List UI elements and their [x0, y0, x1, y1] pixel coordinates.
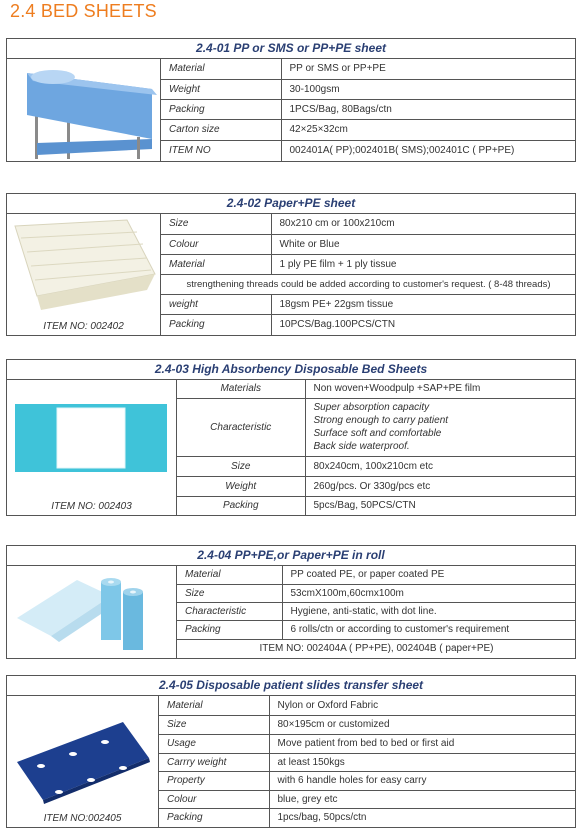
spec-label: Materials	[177, 380, 305, 398]
paper-sheet-image	[7, 214, 160, 318]
product-title: 2.4-03 High Absorbency Disposable Bed Sheets	[7, 360, 575, 380]
spec-value: 80x210 cm or 100x210cm	[271, 214, 576, 234]
spec-label: weight	[161, 294, 271, 314]
spec-value: 10PCS/Bag.100PCS/CTN	[279, 319, 396, 331]
spec-value: Hygiene, anti-static, with dot line.	[282, 602, 576, 620]
spec-value: 80×195cm or customized	[269, 715, 576, 734]
product-image-cell	[7, 59, 161, 161]
item-number: ITEM NO: 002404A ( PP+PE), 002404B ( paper+PE)	[259, 643, 494, 655]
spec-value: 5pcs/Bag, 50PCS/CTN	[313, 500, 416, 512]
spec-label: Material	[161, 59, 281, 79]
spec-label: Material	[161, 254, 271, 274]
page-title: 2.4 BED SHEETS	[10, 1, 157, 21]
product-title: 2.4-04 PP+PE,or Paper+PE in roll	[7, 546, 575, 566]
spec-label: Size	[177, 456, 305, 476]
roll-sheet-image	[7, 566, 176, 658]
product-image-cell	[7, 566, 177, 658]
characteristic-line: Back side waterproof.	[313, 441, 410, 452]
spec-value: 30-100gsm	[281, 79, 576, 99]
spec-label: Carrry weight	[159, 753, 269, 771]
spec-label: Size	[159, 715, 269, 734]
characteristic-line: Strong enough to carry patient	[313, 415, 449, 426]
spec-value: 1pcs/bag, 50pcs/ctn	[277, 812, 367, 824]
spec-label: Carton size	[161, 119, 281, 140]
spec-value: White or Blue	[271, 234, 576, 254]
bed-sheet-image	[7, 59, 160, 161]
characteristic-line: Super absorption capacity	[313, 402, 430, 413]
product-card-2404	[6, 545, 576, 659]
product-title: 2.4-01 PP or SMS or PP+PE sheet	[7, 39, 575, 59]
spec-value: PP or SMS or PP+PE	[281, 59, 576, 79]
product-card-2405	[6, 675, 576, 828]
spec-label: Material	[159, 696, 269, 715]
spec-label: Weight	[177, 476, 305, 496]
product-image-cell	[7, 380, 177, 515]
spec-label: Size	[161, 214, 271, 234]
spec-value: with 6 handle holes for easy carry	[269, 771, 576, 790]
spec-value: Non woven+Woodpulp +SAP+PE film	[305, 380, 576, 398]
spec-value: 1PCS/Bag, 80Bags/ctn	[281, 99, 576, 119]
spec-label: Material	[177, 566, 282, 584]
spec-value: at least 150kgs	[269, 753, 576, 771]
spec-label: Property	[159, 771, 269, 790]
spec-label: Size	[177, 584, 282, 602]
spec-value: Nylon or Oxford Fabric	[269, 696, 576, 715]
spec-label: Packing	[161, 99, 281, 119]
spec-value: 002401A( PP);002401B( SMS);002401C ( PP+PE)	[289, 145, 515, 157]
transfer-sheet-image	[7, 696, 158, 808]
spec-label: ITEM NO	[161, 140, 281, 161]
product-card-2401	[6, 38, 576, 162]
spec-value: Move patient from bed to bed or first aid	[269, 734, 576, 753]
spec-value: PP coated PE, or paper coated PE	[282, 566, 576, 584]
absorbent-sheet-image	[7, 380, 176, 490]
spec-value: 42×25×32cm	[281, 119, 576, 140]
spec-value: blue, grey etc	[269, 790, 576, 808]
spec-label: Packing	[177, 620, 282, 639]
spec-value: 1 ply PE film + 1 ply tissue	[271, 254, 576, 274]
spec-value-list	[305, 398, 576, 456]
spec-label: Characteristic	[177, 398, 305, 456]
spec-label: Characteristic	[177, 602, 282, 620]
spec-value: 53cmX100m,60cmx100m	[282, 584, 576, 602]
spec-value: 260g/pcs. Or 330g/pcs etc	[305, 476, 576, 496]
characteristic-line: Surface soft and comfortable	[313, 428, 442, 439]
spec-note: strengthening threads could be added according to customer's request. ( 8-48 threads)	[161, 274, 576, 294]
spec-value: 18gsm PE+ 22gsm tissue	[271, 294, 576, 314]
spec-label: Colour	[159, 790, 269, 808]
spec-value: 6 rolls/ctn or according to customer's requirement	[282, 620, 576, 639]
product-card-2403	[6, 359, 576, 516]
item-number: ITEM NO: 002403	[51, 501, 132, 512]
spec-label: Colour	[161, 234, 271, 254]
spec-label: Usage	[159, 734, 269, 753]
spec-label: Packing	[177, 496, 305, 515]
spec-value: 80x240cm, 100x210cm etc	[305, 456, 576, 476]
spec-label: Packing	[159, 808, 269, 827]
product-image-cell	[7, 214, 161, 335]
item-number: ITEM NO:002405	[43, 813, 122, 824]
item-number: ITEM NO: 002402	[43, 321, 124, 332]
spec-label: Packing	[161, 314, 271, 335]
product-card-2402	[6, 193, 576, 336]
product-title: 2.4-02 Paper+PE sheet	[7, 194, 575, 214]
product-title: 2.4-05 Disposable patient slides transfer sheet	[7, 676, 575, 696]
product-image-cell	[7, 696, 159, 827]
spec-label: Weight	[161, 79, 281, 99]
